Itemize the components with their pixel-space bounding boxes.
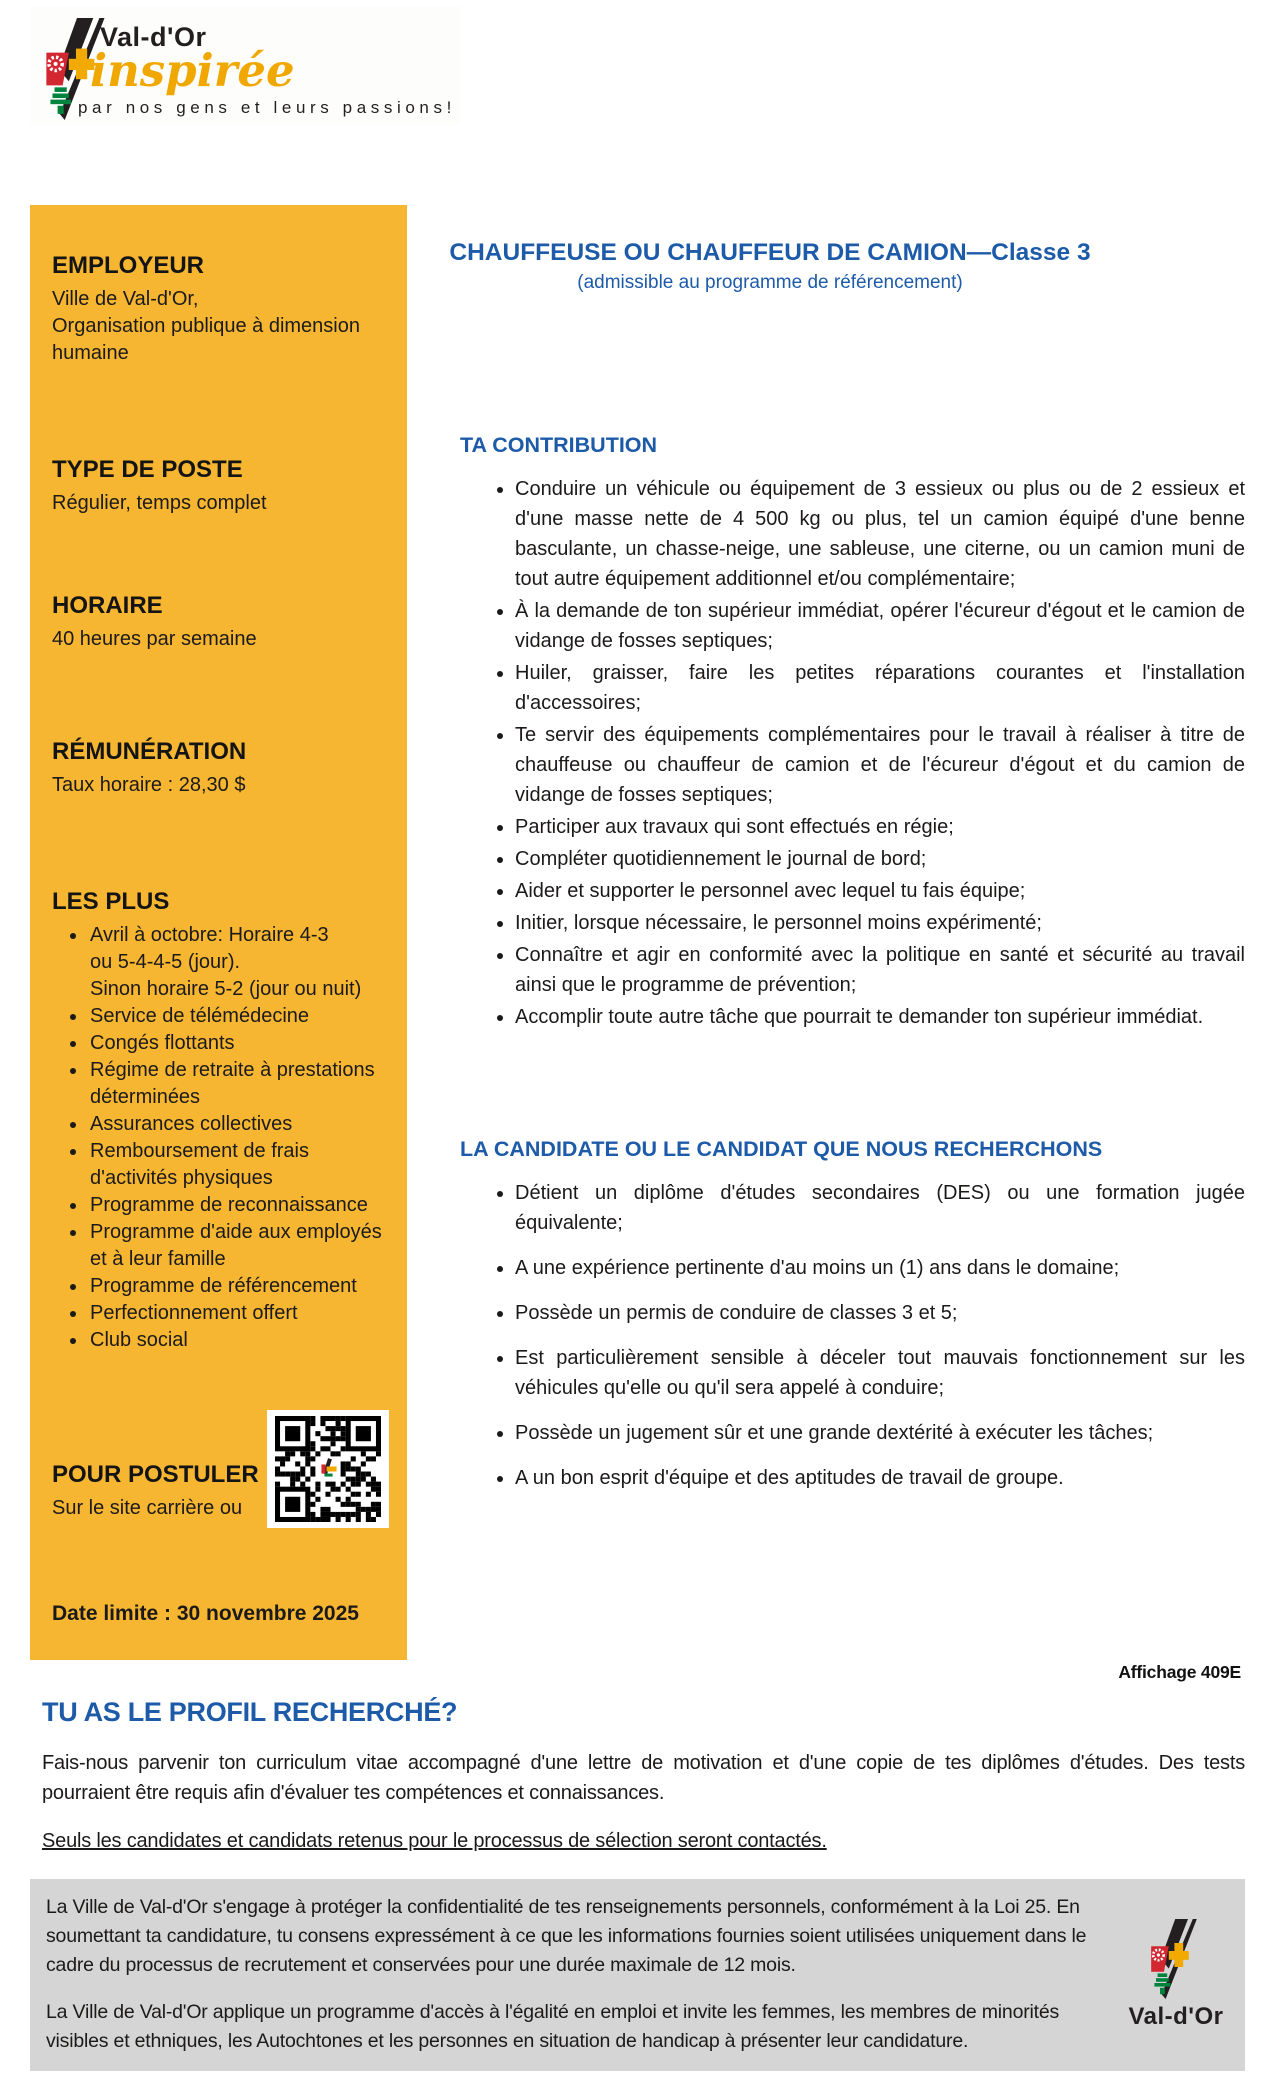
apply-section <box>52 1410 385 1528</box>
employer-name: Ville de Val-d'Or, <box>52 288 199 310</box>
benefit-item: • Club social <box>88 1327 385 1354</box>
employer-description: Organisation publique à dimension humaine <box>52 315 360 364</box>
footer-logo-brand-text: Val-d'Or <box>1128 2003 1224 2030</box>
deadline-text: Date limite : 30 novembre 2025 <box>52 1602 359 1625</box>
contribution-section <box>440 432 1245 1032</box>
salary-section <box>52 737 385 799</box>
apply-heading: POUR POSTULER <box>52 1461 259 1488</box>
profile-question-heading: TU AS LE PROFIL RECHERCHÉ? <box>42 1697 458 1727</box>
city-logo <box>30 6 460 124</box>
contribution-item: • Initier, lorsque nécessaire, le personnel moins expérimenté; <box>515 908 1245 938</box>
privacy-notice: La Ville de Val-d'Or s'engage à protéger la confidentialité de tes renseignements personnels, conformément à la Loi 25. En soumettant ta candidature, tu consens expressément à ce que les informations fournies soient utilisées uniquement dans le cadre du processus de recrutement et conservées pour une durée maximale de 12 mois. <box>46 1896 1087 1976</box>
posting-number: Affichage 409E <box>1118 1662 1241 1682</box>
application-instructions: Fais-nous parvenir ton curriculum vitae accompagné d'une lettre de motivation et d'une copie de tes diplômes d'études. Des tests pourraient être requis afin d'évaluer tes compétences et connaissances. <box>42 1752 1245 1804</box>
footer-city-logo <box>1117 1893 1235 2057</box>
contribution-item: • Compléter quotidiennement le journal de bord; <box>515 844 1245 874</box>
apply-instruction: Sur le site carrière ou <box>52 1497 243 1519</box>
contribution-item: • Connaître et agir en conformité avec la politique en santé et sécurité au travail ainsi que le programme de prévention; <box>515 940 1245 1000</box>
benefits-section <box>52 887 385 1354</box>
schedule-heading: HORAIRE <box>52 592 163 619</box>
contribution-item: • Conduire un véhicule ou équipement de 3 essieux ou plus ou de 2 essieux et d'une masse nette de 4 500 kg ou plus, tel un camion équipé d'une benne basculante, un chasse-neige, une sableuse, une citerne, ou un camion muni de tout autre équipement additionnel et/ou complémentaire; <box>515 474 1245 594</box>
schedule-value: 40 heures par semaine <box>52 628 257 650</box>
logo-brand-text: Val-d'Or <box>100 22 207 52</box>
benefit-item: • Remboursement de frais d'activités physiques <box>88 1138 385 1192</box>
employer-heading: EMPLOYEUR <box>52 252 205 279</box>
contribution-item: • Participer aux travaux qui sont effectués en régie; <box>515 812 1245 842</box>
contribution-item: • Accomplir toute autre tâche que pourrait te demander ton supérieur immédiat. <box>515 1002 1245 1032</box>
logo-tagline: par nos gens et leurs passions! <box>78 98 456 117</box>
job-title: CHAUFFEUSE OU CHAUFFEUR DE CAMION—Classe 3 <box>449 239 1091 266</box>
candidate-list <box>440 1178 1245 1493</box>
job-description-main <box>440 238 1245 1508</box>
candidate-item: • Est particulièrement sensible à déceler tout mauvais fonctionnement sur les véhicules qu'elle ou qu'il sera appelé à conduire; <box>515 1343 1245 1403</box>
benefit-item: • Perfectionnement offert <box>88 1300 385 1327</box>
equal-opportunity-notice: La Ville de Val-d'Or applique un programme d'accès à l'égalité en emploi et invite les femmes, les membres de minorités visibles et ethniques, les Autochtones et les personnes en situation de handicap à présenter leur candidature. <box>46 2001 1060 2052</box>
candidate-item: • Détient un diplôme d'études secondaires (DES) ou une formation jugée équivalente; <box>515 1178 1245 1238</box>
logo-script-text: inspirée <box>90 44 295 97</box>
contribution-item: • Huiler, graisser, faire les petites réparations courantes et l'installation d'accessoires; <box>515 658 1245 718</box>
contribution-list <box>440 474 1245 1032</box>
benefit-item: • Régime de retraite à prestations déterminées <box>88 1057 385 1111</box>
benefit-item: • Service de télémédecine <box>88 1003 385 1030</box>
benefit-item: • Programme de reconnaissance <box>88 1192 385 1219</box>
candidate-heading: LA CANDIDATE OU LE CANDIDAT QUE NOUS RECHERCHONS <box>460 1137 1103 1161</box>
candidate-item: • Possède un permis de conduire de classes 3 et 5; <box>515 1298 1245 1328</box>
job-summary-sidebar <box>30 205 407 1660</box>
contribution-heading: TA CONTRIBUTION <box>460 433 658 457</box>
position-type-value: Régulier, temps complet <box>52 492 267 514</box>
employer-section <box>52 251 385 367</box>
benefit-item: • Assurances collectives <box>88 1111 385 1138</box>
salary-value: Taux horaire : 28,30 $ <box>52 774 246 796</box>
candidate-profile-section <box>440 1136 1245 1493</box>
contribution-item: • À la demande de ton supérieur immédiat, opérer l'écureur d'égout et le camion de vidange de fosses septiques; <box>515 596 1245 656</box>
candidate-item: • A un bon esprit d'équipe et des aptitudes de travail de groupe. <box>515 1463 1245 1493</box>
position-type-heading: TYPE DE POSTE <box>52 456 243 483</box>
val-dor-emblem-icon <box>1148 1919 1204 1999</box>
benefit-item: • Programme de référencement <box>88 1273 385 1300</box>
benefit-item: • Avril à octobre: Horaire 4-3 ou 5-4-4-5 (jour). Sinon horaire 5-2 (jour ou nuit) <box>88 922 385 1003</box>
benefit-item: • Congés flottants <box>88 1030 385 1057</box>
selection-notice: Seuls les candidates et candidats retenus pour le processus de sélection seront contactés. <box>42 1830 827 1852</box>
candidate-item: • Possède un jugement sûr et une grande dextérité à exécuter les tâches; <box>515 1418 1245 1448</box>
contribution-item: • Te servir des équipements complémentaires pour le travail à réaliser à titre de chauffeuse ou chauffeur de camion et de l'écureur d'égout et du camion de vidange de fosses septiques; <box>515 720 1245 810</box>
candidate-item: • A une expérience pertinente d'au moins un (1) ans dans le domaine; <box>515 1253 1245 1283</box>
benefits-heading: LES PLUS <box>52 888 170 915</box>
benefits-list <box>52 922 385 1354</box>
schedule-section <box>52 591 385 653</box>
qr-code-icon <box>275 1416 381 1522</box>
position-type-section <box>52 455 385 517</box>
contribution-item: • Aider et supporter le personnel avec lequel tu fais équipe; <box>515 876 1245 906</box>
job-subtitle: (admissible au programme de référencement) <box>577 272 963 293</box>
apply-qr-box <box>267 1410 389 1528</box>
salary-heading: RÉMUNÉRATION <box>52 738 247 765</box>
application-footer <box>30 1662 1245 2071</box>
benefit-item: • Programme d'aide aux employés et à leur famille <box>88 1219 385 1273</box>
legal-notice-box <box>30 1879 1245 2071</box>
